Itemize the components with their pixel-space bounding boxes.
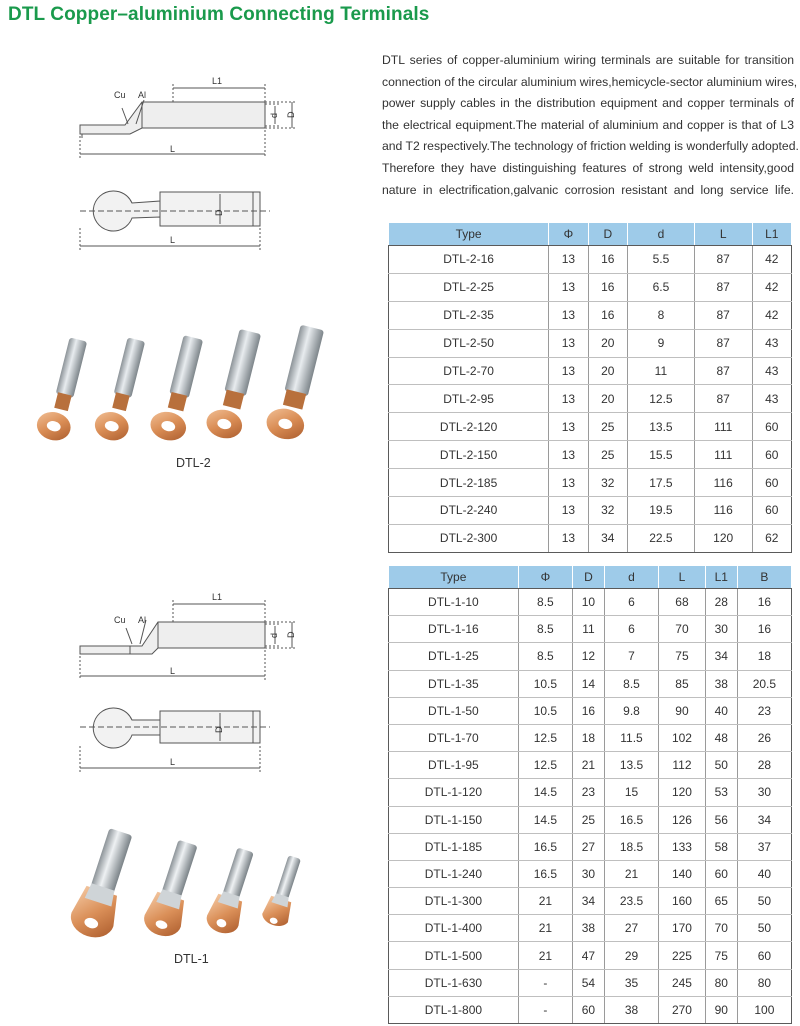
- table-cell: DTL-2-300: [389, 524, 549, 552]
- table-cell: 15: [604, 779, 658, 806]
- table-header-row: [389, 223, 792, 246]
- table-cell: 16: [588, 273, 627, 301]
- table-cell: 18: [572, 724, 604, 751]
- column-header: Φ: [518, 566, 572, 589]
- dtl2-technical-drawing: [70, 70, 310, 270]
- table-cell: 80: [705, 969, 737, 996]
- table-row: [389, 806, 792, 833]
- table-cell: 13: [549, 246, 588, 274]
- table-cell: DTL-2-35: [389, 301, 549, 329]
- table-cell: 60: [752, 413, 791, 441]
- table-cell: 43: [752, 357, 791, 385]
- l-dimension-label: L: [170, 144, 176, 154]
- column-header: D: [572, 566, 604, 589]
- table-cell: 21: [518, 942, 572, 969]
- table-cell: 62: [752, 524, 791, 552]
- column-header: d: [627, 223, 694, 246]
- table-cell: DTL-2-95: [389, 385, 549, 413]
- table-cell: 102: [659, 724, 706, 751]
- table-cell: 87: [694, 246, 752, 274]
- description-line: DTL series of copper-aluminium wiring terminals are suitable for transition: [382, 53, 794, 67]
- table-row: [389, 779, 792, 806]
- table-cell: 28: [705, 589, 737, 616]
- table-cell: DTL-2-50: [389, 329, 549, 357]
- description-line: nature in electrification,galvanic corrosion resistant and long service life.: [382, 182, 794, 197]
- table-cell: 70: [705, 915, 737, 942]
- table-cell: 42: [752, 301, 791, 329]
- table-cell: 16: [588, 301, 627, 329]
- table-cell: 80: [737, 969, 791, 996]
- table-cell: 75: [659, 643, 706, 670]
- table-row: [389, 670, 792, 697]
- table-cell: 90: [659, 697, 706, 724]
- table-cell: 25: [588, 441, 627, 469]
- table-row: [389, 833, 792, 860]
- dtl1-caption: DTL-1: [174, 952, 209, 966]
- table-cell: 60: [705, 860, 737, 887]
- al-label: Al: [138, 90, 147, 100]
- table-row: [389, 996, 792, 1023]
- table-cell: 19.5: [627, 497, 694, 525]
- dtl2-spec-table: [388, 222, 792, 553]
- table-row: [389, 915, 792, 942]
- table-cell: 13: [549, 441, 588, 469]
- table-cell: 21: [518, 888, 572, 915]
- table-cell: 16.5: [518, 860, 572, 887]
- table-cell: 8.5: [518, 589, 572, 616]
- table-cell: 13.5: [604, 752, 658, 779]
- table-cell: 23: [572, 779, 604, 806]
- table-cell: DTL-1-70: [389, 724, 519, 751]
- table-cell: 10: [572, 589, 604, 616]
- table-cell: DTL-2-185: [389, 469, 549, 497]
- table-cell: 18: [737, 643, 791, 670]
- table-cell: 12: [572, 643, 604, 670]
- table-row: [389, 616, 792, 643]
- table-cell: 120: [694, 524, 752, 552]
- table-cell: 10.5: [518, 670, 572, 697]
- column-header: L: [659, 566, 706, 589]
- table-cell: 60: [572, 996, 604, 1023]
- d-big-dimension-label: D: [286, 631, 296, 638]
- table-cell: DTL-1-300: [389, 888, 519, 915]
- table-cell: 60: [752, 497, 791, 525]
- table-cell: 12.5: [627, 385, 694, 413]
- table-cell: DTL-1-50: [389, 697, 519, 724]
- table-cell: 10.5: [518, 697, 572, 724]
- table-cell: 16.5: [518, 833, 572, 860]
- table-cell: DTL-2-25: [389, 273, 549, 301]
- table-cell: DTL-1-500: [389, 942, 519, 969]
- table-cell: DTL-1-800: [389, 996, 519, 1023]
- table-cell: 23: [737, 697, 791, 724]
- table-cell: 13: [549, 469, 588, 497]
- table-row: [389, 724, 792, 751]
- table-cell: 87: [694, 329, 752, 357]
- table-cell: DTL-1-10: [389, 589, 519, 616]
- table-cell: 21: [604, 860, 658, 887]
- table-cell: 170: [659, 915, 706, 942]
- table-cell: 87: [694, 273, 752, 301]
- table-cell: DTL-1-150: [389, 806, 519, 833]
- table-cell: 53: [705, 779, 737, 806]
- table-cell: 38: [604, 996, 658, 1023]
- table-cell: 60: [752, 441, 791, 469]
- table-cell: 126: [659, 806, 706, 833]
- table-cell: 20: [588, 357, 627, 385]
- table-cell: 6: [604, 616, 658, 643]
- table-row: [389, 589, 792, 616]
- table-cell: 54: [572, 969, 604, 996]
- l-dimension-label: L: [170, 757, 176, 767]
- table-cell: DTL-2-150: [389, 441, 549, 469]
- table-cell: 8.5: [518, 616, 572, 643]
- description-line: the electrical equipment.The material of aluminium and copper is that of L3: [382, 117, 794, 132]
- table-cell: 120: [659, 779, 706, 806]
- product-description: [382, 50, 799, 201]
- table-row: [389, 469, 792, 497]
- dtl2-caption: DTL-2: [176, 456, 211, 470]
- page-title: DTL Copper–aluminium Connecting Terminals: [8, 4, 430, 25]
- table-cell: 32: [588, 469, 627, 497]
- l-dimension-label: L: [170, 235, 176, 245]
- table-cell: 16: [737, 589, 791, 616]
- table-cell: 13: [549, 413, 588, 441]
- description-line: Therefore they have distinguishing features of strong weld intensity,good: [382, 160, 794, 175]
- table-cell: -: [518, 969, 572, 996]
- table-row: [389, 273, 792, 301]
- table-cell: DTL-2-70: [389, 357, 549, 385]
- table-cell: DTL-1-630: [389, 969, 519, 996]
- table-cell: 34: [572, 888, 604, 915]
- l1-dimension-label: L1: [212, 76, 223, 86]
- table-cell: 14: [572, 670, 604, 697]
- table-cell: 87: [694, 357, 752, 385]
- table-cell: 16: [737, 616, 791, 643]
- table-cell: 11.5: [604, 724, 658, 751]
- table-cell: 25: [588, 413, 627, 441]
- table-cell: 8.5: [518, 643, 572, 670]
- table-cell: DTL-2-120: [389, 413, 549, 441]
- dtl1-product-photo: [60, 815, 340, 945]
- table-cell: 111: [694, 441, 752, 469]
- table-cell: 160: [659, 888, 706, 915]
- table-cell: 27: [604, 915, 658, 942]
- table-cell: 116: [694, 497, 752, 525]
- table-cell: 13: [549, 524, 588, 552]
- table-cell: 13: [549, 385, 588, 413]
- d-small-dimension-label: d: [269, 632, 279, 638]
- table-row: [389, 888, 792, 915]
- table-cell: 15.5: [627, 441, 694, 469]
- table-cell: 13: [549, 357, 588, 385]
- table-cell: 111: [694, 413, 752, 441]
- table-cell: 87: [694, 301, 752, 329]
- table-row: [389, 441, 792, 469]
- column-header: Type: [389, 223, 549, 246]
- table-cell: 29: [604, 942, 658, 969]
- table-cell: 40: [705, 697, 737, 724]
- table-cell: 25: [572, 806, 604, 833]
- table-cell: 32: [588, 497, 627, 525]
- d-big-dimension-label: D: [214, 209, 224, 216]
- description-line: power supply cables in the distribution equipment and copper terminals of: [382, 96, 794, 111]
- table-cell: 270: [659, 996, 706, 1023]
- table-cell: 5.5: [627, 246, 694, 274]
- table-row: [389, 969, 792, 996]
- table-cell: 30: [705, 616, 737, 643]
- table-cell: DTL-1-185: [389, 833, 519, 860]
- table-cell: 50: [705, 752, 737, 779]
- table-cell: 225: [659, 942, 706, 969]
- column-header: L1: [752, 223, 791, 246]
- dtl1-technical-drawing: [70, 590, 310, 790]
- table-row: [389, 524, 792, 552]
- table-row: [389, 301, 792, 329]
- dtl2-product-photo: [30, 305, 350, 445]
- table-cell: -: [518, 996, 572, 1023]
- table-cell: 60: [737, 942, 791, 969]
- table-cell: 9: [627, 329, 694, 357]
- table-cell: DTL-1-400: [389, 915, 519, 942]
- table-cell: 30: [737, 779, 791, 806]
- table-cell: 34: [737, 806, 791, 833]
- table-header-row: [389, 566, 792, 589]
- table-cell: 100: [737, 996, 791, 1023]
- table-cell: 70: [659, 616, 706, 643]
- table-cell: 87: [694, 385, 752, 413]
- table-cell: 14.5: [518, 806, 572, 833]
- table-cell: DTL-1-35: [389, 670, 519, 697]
- table-cell: 245: [659, 969, 706, 996]
- table-cell: 13: [549, 273, 588, 301]
- table-row: [389, 942, 792, 969]
- column-header: Φ: [549, 223, 588, 246]
- table-cell: 60: [752, 469, 791, 497]
- table-cell: 35: [604, 969, 658, 996]
- table-cell: 22.5: [627, 524, 694, 552]
- table-cell: 112: [659, 752, 706, 779]
- table-cell: 47: [572, 942, 604, 969]
- table-cell: 12.5: [518, 752, 572, 779]
- table-cell: 48: [705, 724, 737, 751]
- table-cell: 90: [705, 996, 737, 1023]
- column-header: Type: [389, 566, 519, 589]
- table-cell: 40: [737, 860, 791, 887]
- table-cell: DTL-1-25: [389, 643, 519, 670]
- table-cell: 20: [588, 385, 627, 413]
- description-line: connection of the circular aluminium wires,hemicycle-sector aluminium wires,: [382, 74, 798, 89]
- table-row: [389, 385, 792, 413]
- table-cell: 140: [659, 860, 706, 887]
- table-cell: 26: [737, 724, 791, 751]
- d-big-dimension-label: D: [286, 111, 296, 118]
- table-cell: 12.5: [518, 724, 572, 751]
- table-cell: 42: [752, 246, 791, 274]
- table-cell: 21: [518, 915, 572, 942]
- table-cell: 28: [737, 752, 791, 779]
- table-cell: 17.5: [627, 469, 694, 497]
- table-cell: 50: [737, 915, 791, 942]
- table-cell: 13: [549, 329, 588, 357]
- table-cell: 116: [694, 469, 752, 497]
- table-cell: 42: [752, 273, 791, 301]
- table-row: [389, 413, 792, 441]
- column-header: L: [694, 223, 752, 246]
- table-cell: DTL-2-240: [389, 497, 549, 525]
- table-cell: 18.5: [604, 833, 658, 860]
- table-cell: 58: [705, 833, 737, 860]
- table-cell: DTL-1-240: [389, 860, 519, 887]
- table-cell: 65: [705, 888, 737, 915]
- table-cell: 14.5: [518, 779, 572, 806]
- table-cell: 20.5: [737, 670, 791, 697]
- table-row: [389, 643, 792, 670]
- table-cell: 6: [604, 589, 658, 616]
- d-small-dimension-label: d: [269, 112, 279, 118]
- table-cell: 7: [604, 643, 658, 670]
- table-cell: 133: [659, 833, 706, 860]
- table-cell: 8.5: [604, 670, 658, 697]
- l-dimension-label: L: [170, 666, 176, 676]
- table-cell: 16.5: [604, 806, 658, 833]
- l1-dimension-label: L1: [212, 592, 223, 602]
- table-cell: 13: [549, 301, 588, 329]
- table-cell: 16: [588, 246, 627, 274]
- table-row: [389, 752, 792, 779]
- column-header: B: [737, 566, 791, 589]
- table-cell: 34: [588, 524, 627, 552]
- cu-label: Cu: [114, 90, 126, 100]
- table-row: [389, 246, 792, 274]
- table-cell: 38: [572, 915, 604, 942]
- table-cell: 11: [572, 616, 604, 643]
- table-row: [389, 497, 792, 525]
- table-row: [389, 697, 792, 724]
- table-cell: DTL-1-95: [389, 752, 519, 779]
- dtl1-spec-table: [388, 565, 792, 1024]
- table-cell: 34: [705, 643, 737, 670]
- table-cell: 30: [572, 860, 604, 887]
- table-cell: 43: [752, 329, 791, 357]
- table-cell: 85: [659, 670, 706, 697]
- cu-label: Cu: [114, 615, 126, 625]
- table-cell: 38: [705, 670, 737, 697]
- table-cell: 13: [549, 497, 588, 525]
- table-cell: 9.8: [604, 697, 658, 724]
- table-cell: 68: [659, 589, 706, 616]
- table-cell: 43: [752, 385, 791, 413]
- table-cell: 23.5: [604, 888, 658, 915]
- table-cell: 56: [705, 806, 737, 833]
- table-cell: DTL-1-16: [389, 616, 519, 643]
- d-big-dimension-label: D: [214, 726, 224, 733]
- table-cell: 75: [705, 942, 737, 969]
- table-row: [389, 860, 792, 887]
- description-line: and T2 respectively.The technology of friction welding is wonderfully adopted.: [382, 139, 799, 154]
- column-header: L1: [705, 566, 737, 589]
- table-cell: 8: [627, 301, 694, 329]
- table-row: [389, 357, 792, 385]
- column-header: D: [588, 223, 627, 246]
- al-label: Al: [138, 615, 147, 625]
- table-cell: 13.5: [627, 413, 694, 441]
- table-cell: 16: [572, 697, 604, 724]
- table-cell: 50: [737, 888, 791, 915]
- table-cell: DTL-2-16: [389, 246, 549, 274]
- table-cell: 20: [588, 329, 627, 357]
- table-cell: 21: [572, 752, 604, 779]
- column-header: d: [604, 566, 658, 589]
- table-cell: 37: [737, 833, 791, 860]
- table-cell: DTL-1-120: [389, 779, 519, 806]
- table-cell: 6.5: [627, 273, 694, 301]
- table-row: [389, 329, 792, 357]
- table-cell: 27: [572, 833, 604, 860]
- table-cell: 11: [627, 357, 694, 385]
